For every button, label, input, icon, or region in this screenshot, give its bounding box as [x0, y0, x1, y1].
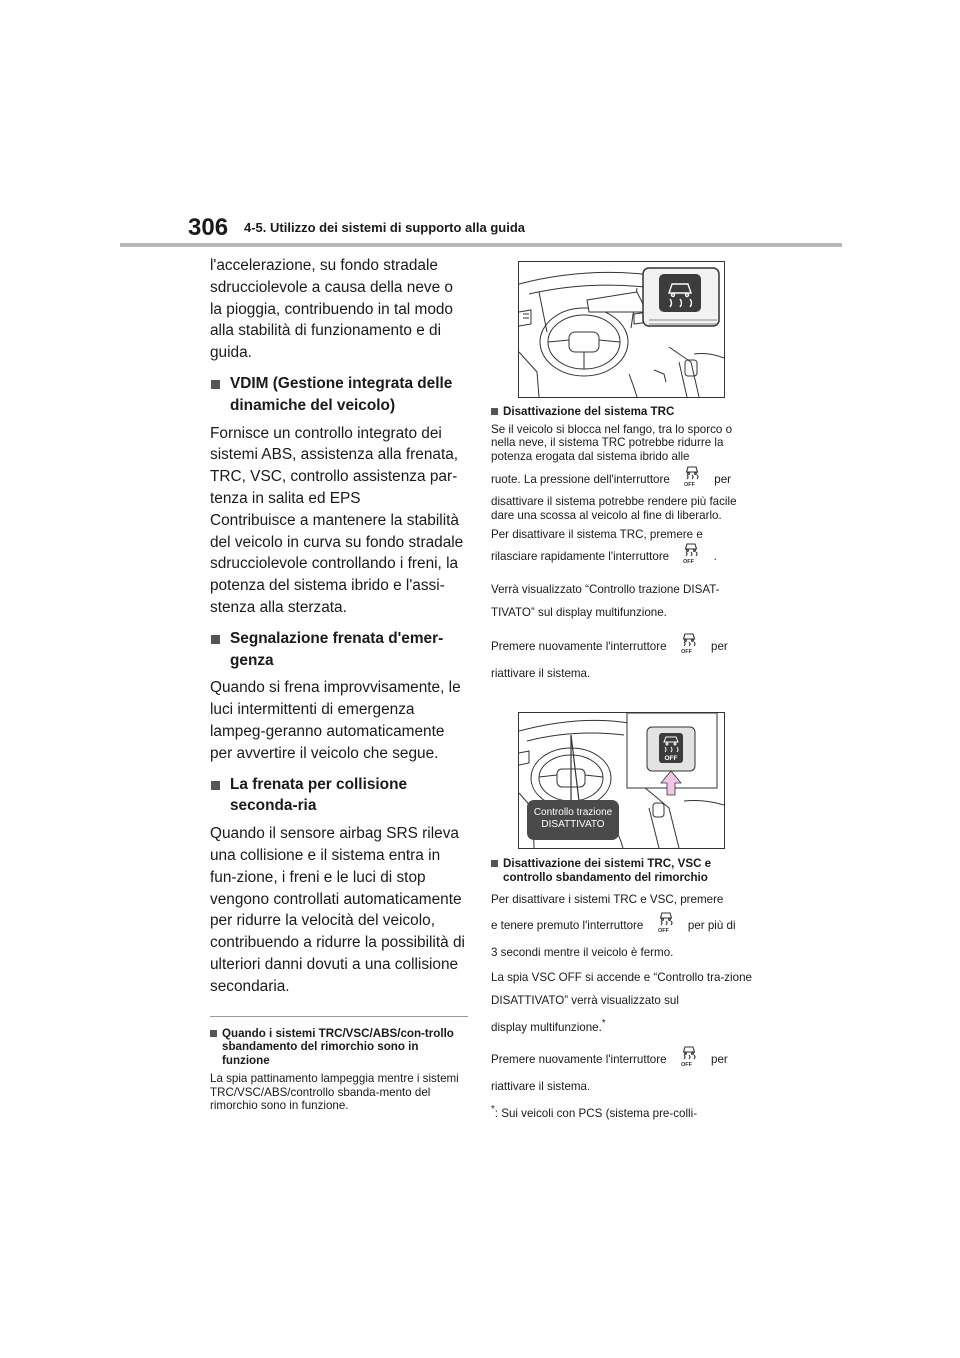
dashboard-trc-switch-illustration: [518, 261, 725, 398]
note-heading-text: Quando i sistemi TRC/VSC/ABS/con-trollo sbandamento del rimorchio sono in funzione: [222, 1026, 454, 1067]
square-bullet-icon: [211, 781, 220, 790]
paragraph: Premere nuovamente l'interruttore OFF per: [491, 1045, 759, 1075]
vsc-off-switch-icon: [682, 542, 700, 572]
square-bullet-icon: [211, 380, 220, 389]
paragraph: Per disattivare i sistemi TRC e VSC, premere: [491, 893, 724, 906]
paragraph: display multifunzione.*: [491, 1018, 606, 1034]
section-heading-vdim: [210, 373, 468, 417]
paragraph: ruote. La pressione dell'interruttore OFF per: [491, 465, 759, 495]
right-column-lower: [491, 857, 759, 1125]
subheading-text: Disattivazione dei sistemi TRC, VSC e controllo sbandamento del rimorchio: [503, 857, 712, 884]
paragraph: Quando il sensore airbag SRS rileva una collisione e il sistema entra in fun-zione, i freni e le luci di stop vengono controllati automaticamente per ridurre la velocità del veicolo, contribuendo a ridurre la possibilità di ulteriori danni dovuti a una collisione secondaria.: [210, 825, 465, 995]
section-heading-secondary-collision: [210, 774, 468, 818]
note-body: La spia pattinamento lampeggia mentre i sistemi TRC/VSC/ABS/controllo sbanda-mento del rimorchio sono in funzione.: [210, 1072, 459, 1112]
vsc-off-switch-icon: [680, 632, 698, 662]
subheading-trc-off: [491, 405, 759, 419]
page-number: 306: [188, 214, 229, 241]
paragraph: disattivare il sistema potrebbe rendere più facile dare una scossa al veicolo al fine di liberarlo.: [491, 495, 737, 522]
paragraph: riattivare il sistema.: [491, 1079, 591, 1093]
vsc-off-switch-icon: [680, 1045, 698, 1075]
subheading-text: Disattivazione del sistema TRC: [503, 405, 675, 418]
svg-text:OFF: OFF: [680, 648, 692, 654]
paragraph: Fornisce un controllo integrato dei sistemi ABS, assistenza alla frenata, TRC, VSC, controllo assistenza par-tenza in salita ed EPS: [210, 424, 459, 507]
paragraph: Quando si frena improvvisamente, le luci intermittenti di emergenza lampeg-geranno automaticamente per avvertire il veicolo che segue.: [210, 679, 461, 762]
square-bullet-icon: [491, 408, 498, 415]
paragraph: Se il veicolo si blocca nel fango, tra lo sporco o nella neve, il sistema TRC potrebbe ridurre la potenza erogata dal sistema ibrido alle: [491, 422, 733, 463]
svg-text:OFF: OFF: [683, 558, 695, 564]
svg-text:OFF: OFF: [684, 482, 696, 487]
heading-text: Segnalazione frenata d'emer-genza: [230, 629, 444, 669]
section-title: 4-5. Utilizzo dei sistemi di supporto alla guida: [244, 220, 525, 235]
svg-text:OFF: OFF: [657, 928, 669, 933]
paragraph: La spia VSC OFF si accende e “Controllo tra-zione DISATTIVATO” verrà visualizzato sul: [491, 971, 752, 1007]
note-heading: [210, 1027, 468, 1068]
divider: [210, 1016, 468, 1017]
switch-off-label: OFF: [664, 755, 678, 762]
paragraph: Premere nuovamente l'interruttore OFF per: [491, 632, 759, 662]
square-bullet-icon: [491, 860, 498, 867]
heading-text: La frenata per collisione seconda-ria: [230, 775, 408, 815]
svg-text:OFF: OFF: [680, 1061, 692, 1067]
paragraph: Verrà visualizzato “Controllo trazione DISAT-TIVATO” sul display multifunzione.: [491, 582, 720, 619]
paragraph: riattivare il sistema.: [491, 666, 591, 680]
square-bullet-icon: [211, 635, 220, 644]
intro-paragraph: l'accelerazione, su fondo stradale sdrucciolevole a causa della neve o la pioggia, contribuendo in tal modo alla stabilità di funzionamento e di guida.: [210, 257, 453, 362]
vsc-off-switch-icon: [657, 911, 675, 941]
section-heading-emergency-brake: [210, 628, 468, 672]
left-column: [210, 255, 468, 1122]
paragraph: rilasciare rapidamente l'interruttore OFF .: [491, 542, 759, 572]
footnote-marker: *: [601, 1018, 606, 1029]
paragraph: 3 secondi mentre il veicolo è fermo.: [491, 946, 674, 959]
subheading-trc-vsc-off: [491, 857, 759, 884]
heading-text: VDIM (Gestione integrata delle dinamiche del veicolo): [230, 374, 453, 414]
paragraph: Per disattivare il sistema TRC, premere e: [491, 528, 703, 541]
paragraph: Contribuisce a mantenere la stabilità del veicolo in curva su fondo stradale sdrucciolevole controllando i freni, la potenza del sistema ibrido e l'assi-stenza alla sterzata.: [210, 511, 464, 616]
header-rule: [120, 243, 842, 247]
footnote: *: Sui veicoli con PCS (sistema pre-colli-: [491, 1103, 698, 1120]
square-bullet-icon: [210, 1030, 217, 1037]
right-column: [491, 405, 759, 691]
vsc-off-switch-icon: [683, 465, 701, 495]
paragraph: e tenere premuto l'interruttore OFF per più di: [491, 911, 759, 941]
traction-control-off-message: Controllo trazione DISATTIVATO: [527, 800, 619, 840]
